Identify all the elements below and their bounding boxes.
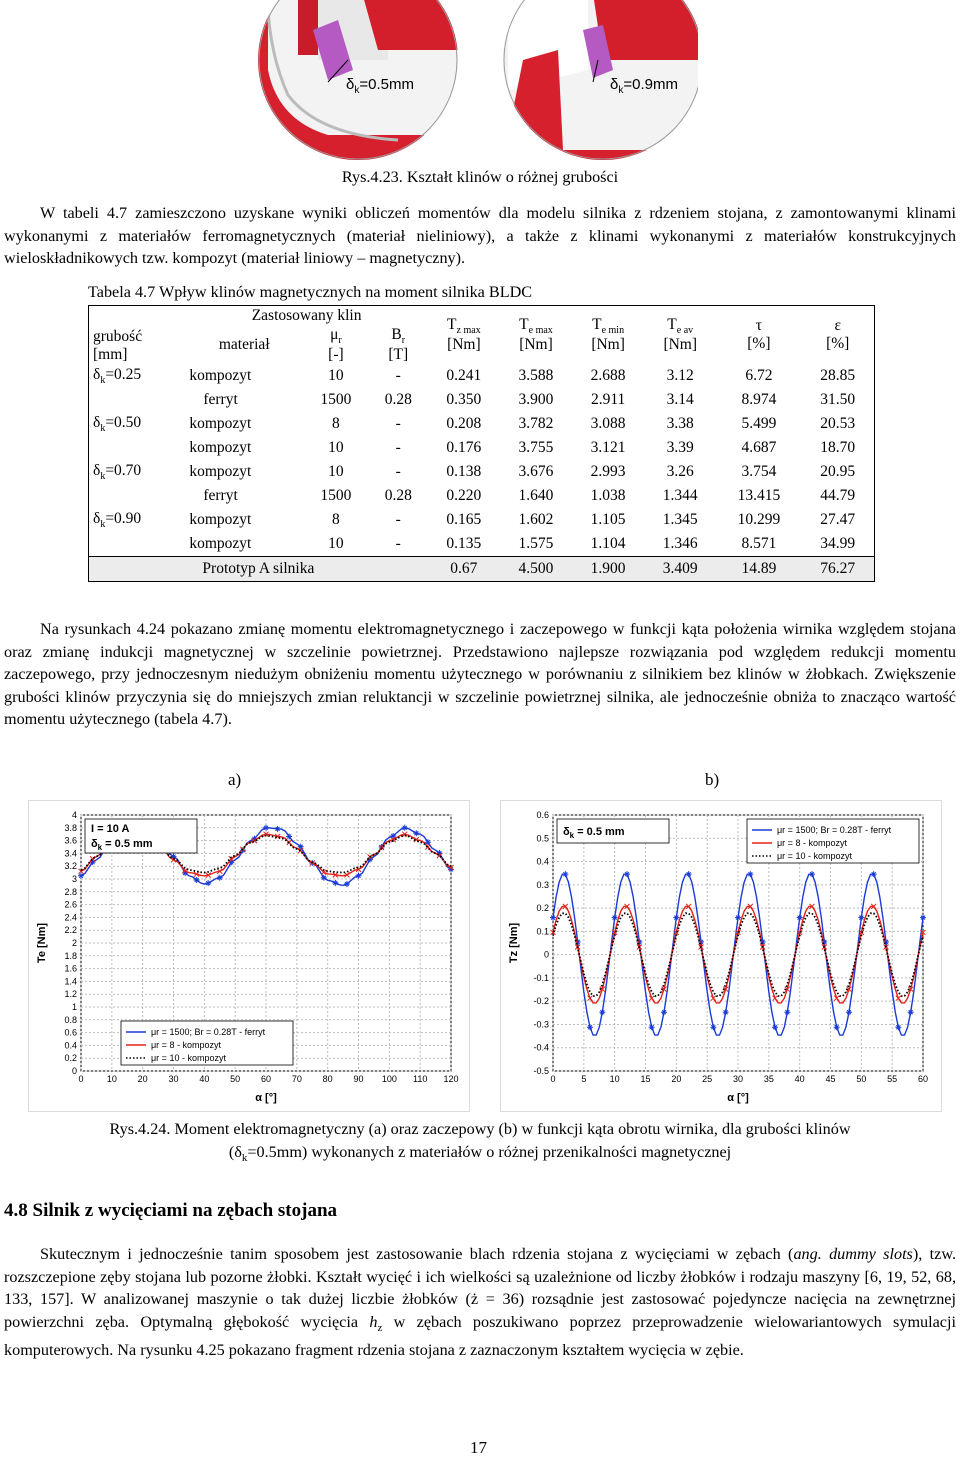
table-cell: 10 bbox=[328, 463, 344, 481]
table-cell: 0.208 bbox=[446, 415, 482, 433]
col-header-tau: τ [%] bbox=[747, 317, 771, 353]
chart-b-svg bbox=[501, 801, 941, 1111]
table-cell bbox=[89, 532, 186, 557]
table-cell: 0.67 bbox=[428, 557, 500, 582]
table-cell: 2.911 bbox=[590, 391, 626, 409]
table-cell: kompozyt bbox=[189, 439, 252, 457]
y-tick-label: 0.4 bbox=[64, 1040, 77, 1051]
annotation-current: I = 10 A bbox=[91, 823, 130, 835]
y-tick-label: 0.6 bbox=[536, 810, 549, 820]
table-cell: 3.38 bbox=[666, 415, 694, 433]
table-row bbox=[89, 388, 875, 412]
table-cell: 1.105 bbox=[590, 511, 626, 529]
x-tick-label: 45 bbox=[825, 1074, 836, 1084]
panel-b-label: b) bbox=[705, 770, 720, 789]
table-cell: 3.121 bbox=[590, 439, 626, 457]
col-header-group: Zastosowany klin bbox=[251, 307, 362, 324]
x-tick-label: 55 bbox=[887, 1074, 898, 1084]
table-cell: 3.782 bbox=[518, 415, 554, 433]
x-tick-label: 60 bbox=[260, 1074, 272, 1084]
y-tick-label: 2.2 bbox=[64, 925, 77, 936]
x-tick-label: 30 bbox=[732, 1074, 744, 1084]
legend-entry: μr = 8 - kompozyt bbox=[151, 1040, 221, 1050]
table-cell: 1500 bbox=[320, 391, 352, 409]
x-tick-label: 80 bbox=[322, 1074, 333, 1084]
y-tick-label: -0.2 bbox=[533, 996, 549, 1007]
table-cell: 2.688 bbox=[590, 367, 626, 385]
y-tick-label: 0.2 bbox=[64, 1053, 77, 1064]
table-cell: ferryt bbox=[203, 391, 238, 409]
table-cell: 5.499 bbox=[741, 415, 777, 433]
table-cell: 3.14 bbox=[666, 391, 694, 409]
table-cell: 0.350 bbox=[446, 391, 482, 409]
table-cell: 20.53 bbox=[820, 415, 856, 433]
y-tick-label: 3 bbox=[71, 874, 77, 884]
y-tick-label: 1.2 bbox=[64, 989, 77, 1000]
table-cell: 10 bbox=[328, 535, 344, 553]
y-tick-label: 0 bbox=[543, 949, 549, 960]
legend-entry: μr = 1500; Br = 0.28T - ferryt bbox=[151, 1027, 266, 1037]
y-tick-label: 0.3 bbox=[536, 879, 549, 890]
table-cell: 3.676 bbox=[518, 463, 554, 481]
annotation-gap: $\delta_k = 0.5$ mm bbox=[91, 838, 153, 852]
table-cell: 1.345 bbox=[662, 511, 698, 529]
figure-4-23-caption: Rys.4.23. Kształt klinów o różnej grubości bbox=[341, 168, 619, 186]
x-tick-label: 120 bbox=[443, 1074, 459, 1084]
y-tick-label: 2 bbox=[71, 938, 77, 948]
chart-a-svg bbox=[29, 801, 469, 1111]
col-header-material: materiał bbox=[218, 336, 270, 354]
y-tick-label: 0.2 bbox=[536, 903, 549, 914]
table-cell: 18.70 bbox=[820, 439, 856, 457]
legend-entry: μr = 8 - kompozyt bbox=[777, 838, 847, 848]
y-axis-label: Te [Nm] bbox=[36, 922, 48, 964]
col-header-eps: ε [%] bbox=[826, 317, 850, 353]
table-cell: 1.575 bbox=[518, 535, 554, 553]
table-cell: 8 bbox=[332, 511, 340, 529]
x-tick-label: 20 bbox=[671, 1074, 682, 1084]
col-header-te-av: $T_{e av}$ [Nm] bbox=[663, 316, 698, 354]
table-cell: kompozyt bbox=[189, 535, 252, 553]
table-cell: kompozyt bbox=[189, 463, 252, 481]
table-cell: 0.28 bbox=[384, 487, 412, 505]
table-cell: - bbox=[395, 415, 401, 433]
x-tick-label: 10 bbox=[609, 1074, 620, 1084]
table-cell: 8 bbox=[332, 415, 340, 433]
table-cell: ferryt bbox=[203, 487, 238, 505]
wedge-label-right: $\delta_k=0.9mm$ bbox=[610, 76, 678, 96]
table-cell: 3.409 bbox=[644, 557, 716, 582]
y-tick-label: 1.8 bbox=[64, 950, 77, 961]
table-cell: 3.588 bbox=[518, 367, 554, 385]
x-tick-label: 100 bbox=[381, 1074, 397, 1084]
col-header-te-min: $T_{e min}$ [Nm] bbox=[591, 316, 625, 354]
table-cell: - bbox=[395, 535, 401, 553]
table-cell: kompozyt bbox=[189, 415, 252, 433]
table-cell: $\delta_k=0.50$ bbox=[93, 414, 142, 435]
table-cell: 2.993 bbox=[590, 463, 626, 481]
table-cell: 27.47 bbox=[820, 511, 856, 529]
chart-a-electromagnetic-torque bbox=[28, 800, 470, 1112]
paragraph-results: Na rysunkach 4.24 pokazano zmianę momentu elektromagnetycznego i zaczepowego w funkcji kąta położenia wirnika względem stojana oraz zmianę indukcji magnetycznej w szczelinie powietrznej. Przedstawiono najlepsze rozwiązania pod względem redukcji momentu zaczepowego, przy jednoczesnym niedużym obniżeniu momentu użytecznego w porównaniu z silnikiem bez klinów w żłobkach. Zwiększenie grubości klinów przyczynia się do mniejszych zmian reluktancji w szczelinie powietrznej silnika, ale jednocześnie obniża to znacząco wartość momentu użytecznego (tabela 4.7). bbox=[4, 620, 956, 728]
table-cell: 3.26 bbox=[666, 463, 694, 481]
table-cell: 14.89 bbox=[716, 557, 801, 582]
table-cell: 8.974 bbox=[741, 391, 777, 409]
table-cell: 0.241 bbox=[446, 367, 482, 385]
x-tick-label: 30 bbox=[168, 1074, 179, 1084]
table-cell: 28.85 bbox=[820, 367, 856, 385]
y-tick-label: -0.5 bbox=[533, 1066, 549, 1076]
col-header-mu-unit: [-] bbox=[328, 346, 344, 364]
y-tick-label: 1.6 bbox=[64, 963, 77, 974]
y-tick-label: 4 bbox=[71, 810, 77, 820]
table-row bbox=[89, 412, 875, 436]
legend-entry: μr = 1500; Br = 0.28T - ferryt bbox=[777, 825, 892, 835]
table-cell: - bbox=[395, 463, 401, 481]
y-tick-label: 3.8 bbox=[64, 822, 77, 833]
table-cell: 44.79 bbox=[820, 487, 856, 505]
y-tick-label: 3.2 bbox=[64, 861, 77, 872]
x-tick-label: 90 bbox=[353, 1074, 364, 1084]
table-cell: 0.176 bbox=[446, 439, 482, 457]
x-tick-label: 40 bbox=[794, 1074, 805, 1084]
figure-4-24-caption: Rys.4.24. Moment elektromagnetyczny (a) oraz zaczepowy (b) w funkcji kąta obrotu wirnika, dla grubości klinów $(\delta_k=0.5mm)$ wykonanych z materiałów o różnej przenikalności magnetycznej bbox=[109, 1120, 851, 1165]
table-cell bbox=[89, 388, 186, 412]
table-cell: 3.900 bbox=[518, 391, 554, 409]
x-axis-label: α [°] bbox=[255, 1092, 277, 1104]
chart-b-cogging-torque bbox=[500, 800, 942, 1112]
table-cell: 0.135 bbox=[446, 535, 482, 553]
table-cell: 0.138 bbox=[446, 463, 482, 481]
x-tick-label: 60 bbox=[917, 1074, 929, 1084]
table-row bbox=[89, 364, 875, 388]
col-header-mu: $\mu_r$ bbox=[330, 326, 342, 347]
table-cell: - bbox=[395, 367, 401, 385]
y-tick-label: 3.6 bbox=[64, 835, 77, 846]
table-cell: 10 bbox=[328, 367, 344, 385]
table-cell: 3.12 bbox=[666, 367, 694, 385]
table-row bbox=[89, 532, 875, 557]
y-tick-label: 1.4 bbox=[64, 976, 77, 987]
x-tick-label: 20 bbox=[137, 1074, 148, 1084]
col-header-te-max: $T_{e max}$ [Nm] bbox=[519, 316, 553, 354]
x-tick-label: 10 bbox=[106, 1074, 117, 1084]
table-row bbox=[89, 484, 875, 508]
figure-4-23 bbox=[258, 0, 698, 160]
table-cell: 76.27 bbox=[801, 557, 874, 582]
table-cell: 3.754 bbox=[741, 463, 777, 481]
page-number: 17 bbox=[470, 1438, 487, 1457]
table-cell: $\delta_k=0.90$ bbox=[93, 510, 142, 531]
table-cell: 1.344 bbox=[662, 487, 698, 505]
table-cell: 13.415 bbox=[737, 487, 781, 505]
table-cell: 10.299 bbox=[737, 511, 781, 529]
paragraph-dummy-slots: Skutecznym i jednocześnie tanim sposobem jest zastosowanie blach rdzenia stojana z wycięciami w zębach (ang. dummy slots), tzw. rozszczepione zęby stojana lub pozorne żłobki. Kształt wycięć i ich wielkości są uzależnione od liczby żłobków i rodzaju maszyny [6, 19, 52, 68, 133, 157]. W analizowanej maszynie o tak dużej liczbie żłobków (ż = 36) rozsądnie jest zastosować pojedyncze nacięcia na zewnętrznej powierzchni zęba. Optymalną głębokość wycięcia $h_z$ w zębach poszukiwano poprzez przeprowadzenie wielowariantowych symulacji komputerowych. Na rysunku 4.25 pokazano fragment rdzenia stojana z zaznaczonym kształtem wycięcia w zębie. bbox=[4, 1245, 957, 1360]
table-cell: 0.28 bbox=[384, 391, 412, 409]
table-cell: 20.95 bbox=[820, 463, 856, 481]
prototype-label: Prototyp A silnika bbox=[89, 557, 428, 582]
table-cell: 1.640 bbox=[518, 487, 554, 505]
col-header-mm: [mm] bbox=[93, 346, 128, 364]
table-caption: Tabela 4.7 Wpływ klinów magnetycznych na moment silnika BLDC bbox=[88, 283, 533, 301]
y-tick-label: 0.6 bbox=[64, 1027, 77, 1038]
x-tick-label: 15 bbox=[640, 1074, 651, 1084]
table-row bbox=[89, 508, 875, 532]
table-cell bbox=[89, 436, 186, 460]
table-cell: 8.571 bbox=[741, 535, 777, 553]
col-header-grubosc: grubość bbox=[93, 328, 143, 346]
y-axis-label: Tz [Nm] bbox=[508, 922, 520, 964]
y-tick-label: 0.8 bbox=[64, 1014, 77, 1025]
table-cell: 0.165 bbox=[446, 511, 482, 529]
table-cell: kompozyt bbox=[189, 367, 252, 385]
table-cell: - bbox=[395, 439, 401, 457]
paragraph-intro: W tabeli 4.7 zamieszczono uzyskane wyniki obliczeń momentów dla modelu silnika z rdzeniem stojana, z zamontowanymi klinami wykonanymi z materiałów ferromagnetycznych (materiał nieliniowy), a także z klinami wykonanymi z materiałów konstrukcyjnych wieloskładnikowych tzw. kompozyt (materiał liniowy – magnetyczny). bbox=[4, 204, 956, 267]
y-tick-label: 0.4 bbox=[536, 856, 549, 867]
y-tick-label: 3.4 bbox=[64, 848, 77, 859]
col-header-br: $B_r$ bbox=[391, 326, 406, 347]
table-cell: 34.99 bbox=[820, 535, 856, 553]
section-title: 4.8 Silnik z wycięciami na zębach stojana bbox=[4, 1200, 338, 1221]
table-cell: 1.900 bbox=[572, 557, 644, 582]
table-cell: 1.104 bbox=[590, 535, 626, 553]
y-tick-label: 2.8 bbox=[64, 886, 77, 897]
x-tick-label: 35 bbox=[763, 1074, 774, 1084]
legend-entry: μr = 10 - kompozyt bbox=[151, 1053, 226, 1063]
table-cell: 31.50 bbox=[820, 391, 856, 409]
table-cell: 0.220 bbox=[446, 487, 482, 505]
table-cell: 1.346 bbox=[662, 535, 698, 553]
x-tick-label: 5 bbox=[581, 1074, 587, 1084]
x-tick-label: 0 bbox=[550, 1074, 556, 1084]
x-tick-label: 70 bbox=[291, 1074, 302, 1084]
table-cell: 10 bbox=[328, 439, 344, 457]
table-cell: - bbox=[395, 511, 401, 529]
y-tick-label: -0.3 bbox=[533, 1019, 549, 1030]
table-cell: 1500 bbox=[320, 487, 352, 505]
table-row bbox=[89, 460, 875, 484]
y-tick-label: -0.1 bbox=[533, 972, 549, 983]
y-tick-label: 2.6 bbox=[64, 899, 77, 910]
x-axis-label: α [°] bbox=[727, 1092, 749, 1104]
y-tick-label: 0.5 bbox=[536, 833, 549, 844]
table-cell: 4.687 bbox=[741, 439, 777, 457]
table-cell: $\delta_k=0.25$ bbox=[93, 366, 142, 387]
table-cell: kompozyt bbox=[189, 511, 252, 529]
table-cell: 1.602 bbox=[518, 511, 554, 529]
x-tick-label: 40 bbox=[199, 1074, 210, 1084]
annotation-gap: $\delta_k = 0.5$ mm bbox=[563, 826, 625, 840]
table-row-prototype bbox=[89, 557, 875, 582]
table-cell: 3.755 bbox=[518, 439, 554, 457]
y-tick-label: 0 bbox=[71, 1066, 77, 1076]
table-cell: $\delta_k=0.70$ bbox=[93, 462, 142, 483]
table-cell: 6.72 bbox=[745, 367, 773, 385]
col-header-tz: $T_{z max}$ [Nm] bbox=[447, 316, 481, 354]
col-header-br-unit: [T] bbox=[388, 346, 409, 364]
x-tick-label: 0 bbox=[78, 1074, 84, 1084]
table-4-7 bbox=[88, 305, 875, 582]
x-tick-label: 110 bbox=[412, 1074, 428, 1084]
table-cell bbox=[89, 484, 186, 508]
table-cell: 3.39 bbox=[666, 439, 694, 457]
y-tick-label: 0.1 bbox=[536, 926, 549, 937]
table-cell: 1.038 bbox=[590, 487, 626, 505]
y-tick-label: 1 bbox=[71, 1002, 77, 1012]
y-tick-label: -0.4 bbox=[533, 1042, 549, 1053]
table-row bbox=[89, 436, 875, 460]
x-tick-label: 25 bbox=[702, 1074, 713, 1084]
table-cell: 3.088 bbox=[590, 415, 626, 433]
x-tick-label: 50 bbox=[856, 1074, 867, 1084]
wedge-label-left: $\delta_k=0.5mm$ bbox=[346, 76, 414, 96]
y-tick-label: 2.4 bbox=[64, 912, 77, 923]
legend-entry: μr = 10 - kompozyt bbox=[777, 851, 852, 861]
x-tick-label: 50 bbox=[230, 1074, 241, 1084]
table-cell: 4.500 bbox=[500, 557, 572, 582]
panel-a-label: a) bbox=[228, 770, 242, 789]
